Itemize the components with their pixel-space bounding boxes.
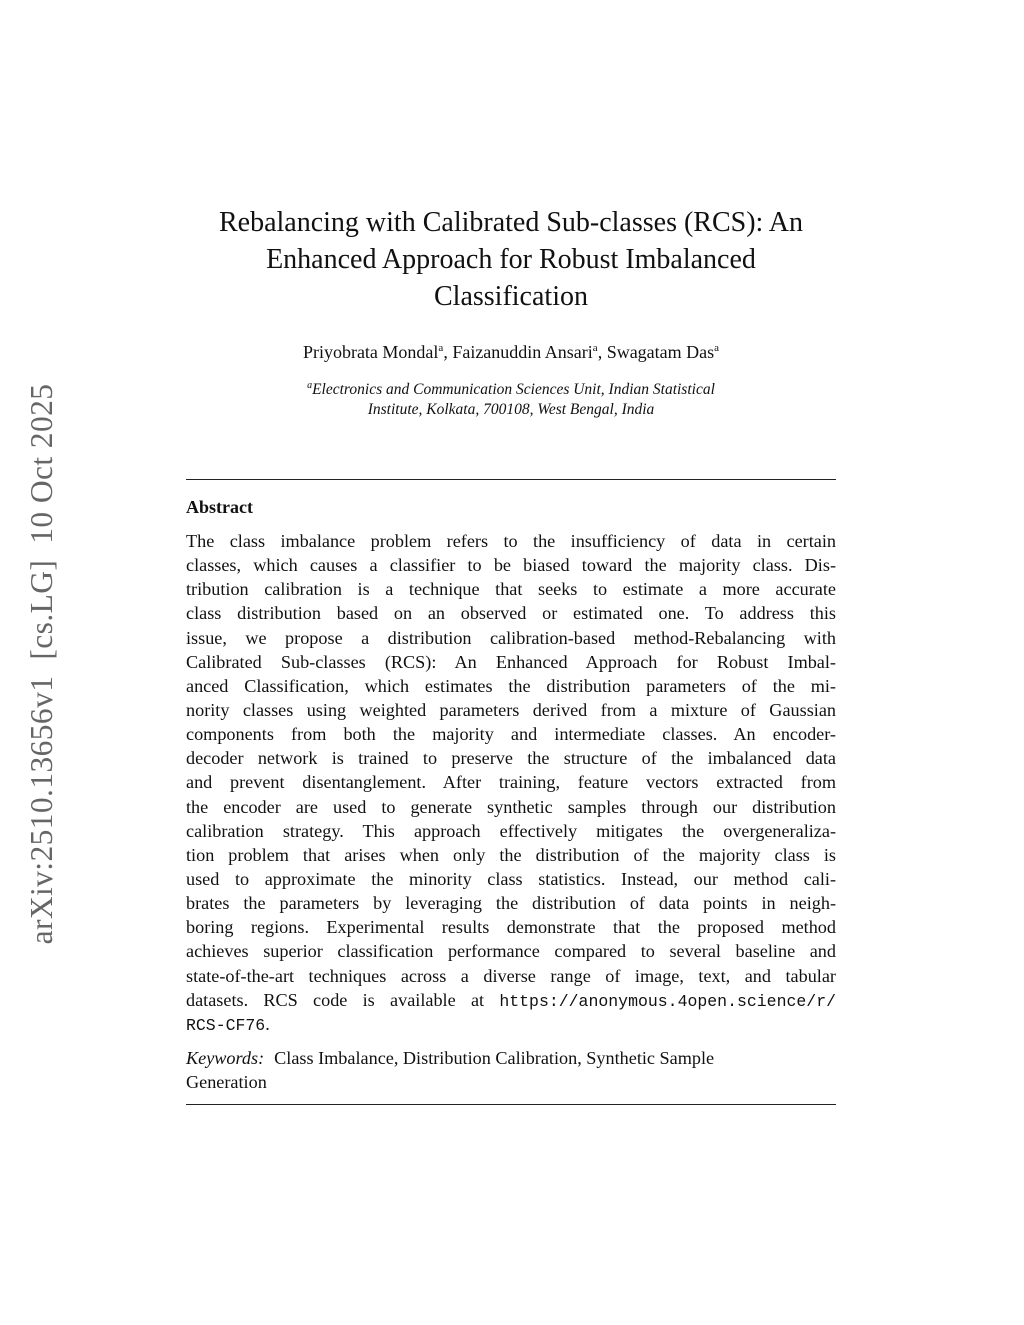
abstract-line: anced Classification, which estimates the distribution parameters of the mi-	[186, 675, 836, 696]
arxiv-identifier	[24, 384, 60, 945]
abstract-line: used to approximate the minority class statistics. Instead, our method cali-	[186, 868, 836, 889]
keywords-label: Keywords:	[186, 1048, 265, 1068]
title-line: Classification	[434, 281, 588, 312]
affiliation-text: Electronics and Communication Sciences Unit, Indian Statistical	[312, 381, 715, 398]
abstract-line: decoder network is trained to preserve the structure of the imbalanced data	[186, 748, 836, 769]
abstract-line	[186, 988, 836, 1012]
affiliation-mark: a	[307, 380, 313, 391]
code-url-suffix: .	[265, 1013, 270, 1034]
affiliation	[186, 380, 836, 420]
author-affiliation-mark: a	[592, 342, 598, 354]
bottom-rule	[186, 1104, 836, 1105]
author-list	[186, 340, 836, 364]
abstract-line: tion problem that arises when only the distribution of the majority class is	[186, 844, 836, 865]
author-separator: ,	[443, 342, 453, 362]
abstract-line: the encoder are used to generate synthetic samples through our distribution	[186, 796, 836, 817]
code-url-link[interactable]: https://anonymous.4open.science/r/	[499, 991, 836, 1011]
abstract-line: Calibrated Sub-classes (RCS): An Enhanced Approach for Robust Imbal-	[186, 651, 836, 672]
abstract-line: calibration strategy. This approach effectively mitigates the overgeneraliza-	[186, 820, 836, 841]
abstract-line: class distribution based on an observed or estimated one. To address this	[186, 603, 836, 624]
abstract-line: brates the parameters by leveraging the distribution of data points in neigh-	[186, 893, 836, 914]
arxiv-date: 10 Oct 2025	[24, 383, 59, 544]
affiliation-line: Institute, Kolkata, 700108, West Bengal, India	[367, 401, 655, 418]
keywords-line	[186, 1046, 836, 1070]
abstract-line: The class imbalance problem refers to the insufficiency of data in certain	[186, 531, 836, 551]
affiliation-line	[186, 380, 836, 400]
abstract-line: nority classes using weighted parameters derived from a mixture of Gaussian	[186, 699, 836, 720]
abstract-line: tribution calibration is a technique that seeks to estimate a more accurate	[186, 579, 836, 600]
abstract-line: issue, we propose a distribution calibration-based method-Rebalancing with	[186, 627, 836, 648]
arxiv-id: arXiv:2510.13656v1	[24, 675, 59, 945]
arxiv-category: [cs.LG]	[24, 559, 59, 660]
abstract-line	[186, 1012, 836, 1036]
author-name: Swagatam Das	[606, 342, 715, 362]
paper-title	[186, 204, 836, 315]
abstract-line: components from both the majority and intermediate classes. An encoder-	[186, 724, 836, 745]
author-affiliation-mark: a	[714, 342, 720, 354]
keywords	[186, 1046, 836, 1094]
abstract-body	[186, 529, 836, 1036]
author-affiliation-mark: a	[438, 342, 444, 354]
author-separator: ,	[597, 342, 607, 362]
title-line: Enhanced Approach for Robust Imbalanced	[266, 244, 756, 275]
abstract-line: boring regions. Experimental results demonstrate that the proposed method	[186, 917, 836, 938]
author-name: Priyobrata Mondal	[302, 342, 439, 362]
keywords-line: Generation	[186, 1072, 267, 1092]
keywords-text: Class Imbalance, Distribution Calibration, Synthetic Sample	[274, 1048, 715, 1068]
abstract-line: achieves superior classification performance compared to several baseline and	[186, 941, 836, 962]
abstract-line: state-of-the-art techniques across a diverse range of image, text, and tabular	[186, 965, 836, 986]
code-url-link-continued[interactable]: RCS-CF76	[186, 1015, 266, 1035]
title-line: Rebalancing with Calibrated Sub-classes (RCS): An	[218, 207, 804, 238]
top-rule	[186, 479, 836, 480]
abstract-heading: Abstract	[186, 497, 253, 517]
code-availability-text: datasets. RCS code is available at	[186, 989, 500, 1010]
abstract-line: and prevent disentanglement. After training, feature vectors extracted from	[186, 772, 836, 793]
abstract-line: classes, which causes a classifier to be biased toward the majority class. Dis-	[186, 555, 836, 576]
author-name: Faizanuddin Ansari	[452, 342, 593, 362]
